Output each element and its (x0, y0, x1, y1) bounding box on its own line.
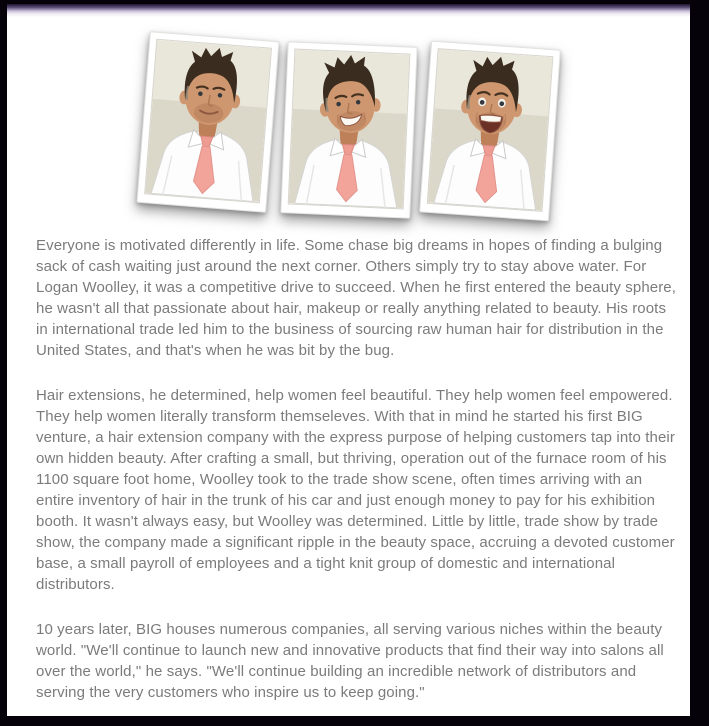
portrait-photo-3 (426, 48, 553, 212)
photo-frame-1 (136, 31, 279, 213)
paragraph-3: 10 years later, BIG houses numerous companies, all serving various niches within the beauty world. "We'll continue to launch new and innovative products that find their way into salons all over the world," he says. "We'll continue building an incredible network of distributors and serving the very customers who inspire us to keep going." (36, 621, 664, 701)
paragraph-2: Hair extensions, he determined, help women feel beautiful. They help women feel empowered. They help women literally transform themseleves. With that in mind he started his first BIG venture, a hair extension company with the express purpose of helping customers tap into their own hidden beauty. After crafting a small, but thriving, operation out of the furnace room of his 1100 square foot home, Woolley took to the trade show scene, often times arriving with an entire inventory of hair in the trunk of his car and just enough money to pay for his exhibition booth. It wasn't always easy, but Woolley was determined. Little by little, trade show by trade show, the company made a significant ripple in the beauty space, accruing a devoted customer base, a small payroll of employees and a tight knit group of domestic and international distributors. (36, 387, 675, 593)
content-card (7, 4, 690, 716)
portrait-photo-2 (287, 49, 410, 210)
paragraph-1: Everyone is motivated differently in life. Some chase big dreams in hopes of finding a bulging sack of cash waiting just around the next corner. Others simply try to stay above water. For Logan Woolley, it was a competitive drive to succeed. When he first entered the beauty sphere, he wasn't all that passionate about hair, makeup or really anything related to beauty. His roots in international trade led him to the business of sourcing raw human hair for distribution in the United States, and that's when he was bit by the bug. (36, 237, 677, 359)
portrait-photo-1 (144, 39, 272, 204)
article-body (36, 235, 681, 703)
top-accent-gradient (7, 4, 690, 17)
photo-strip (7, 4, 690, 208)
photo-frame-2 (280, 41, 417, 219)
photo-frame-3 (419, 41, 561, 222)
